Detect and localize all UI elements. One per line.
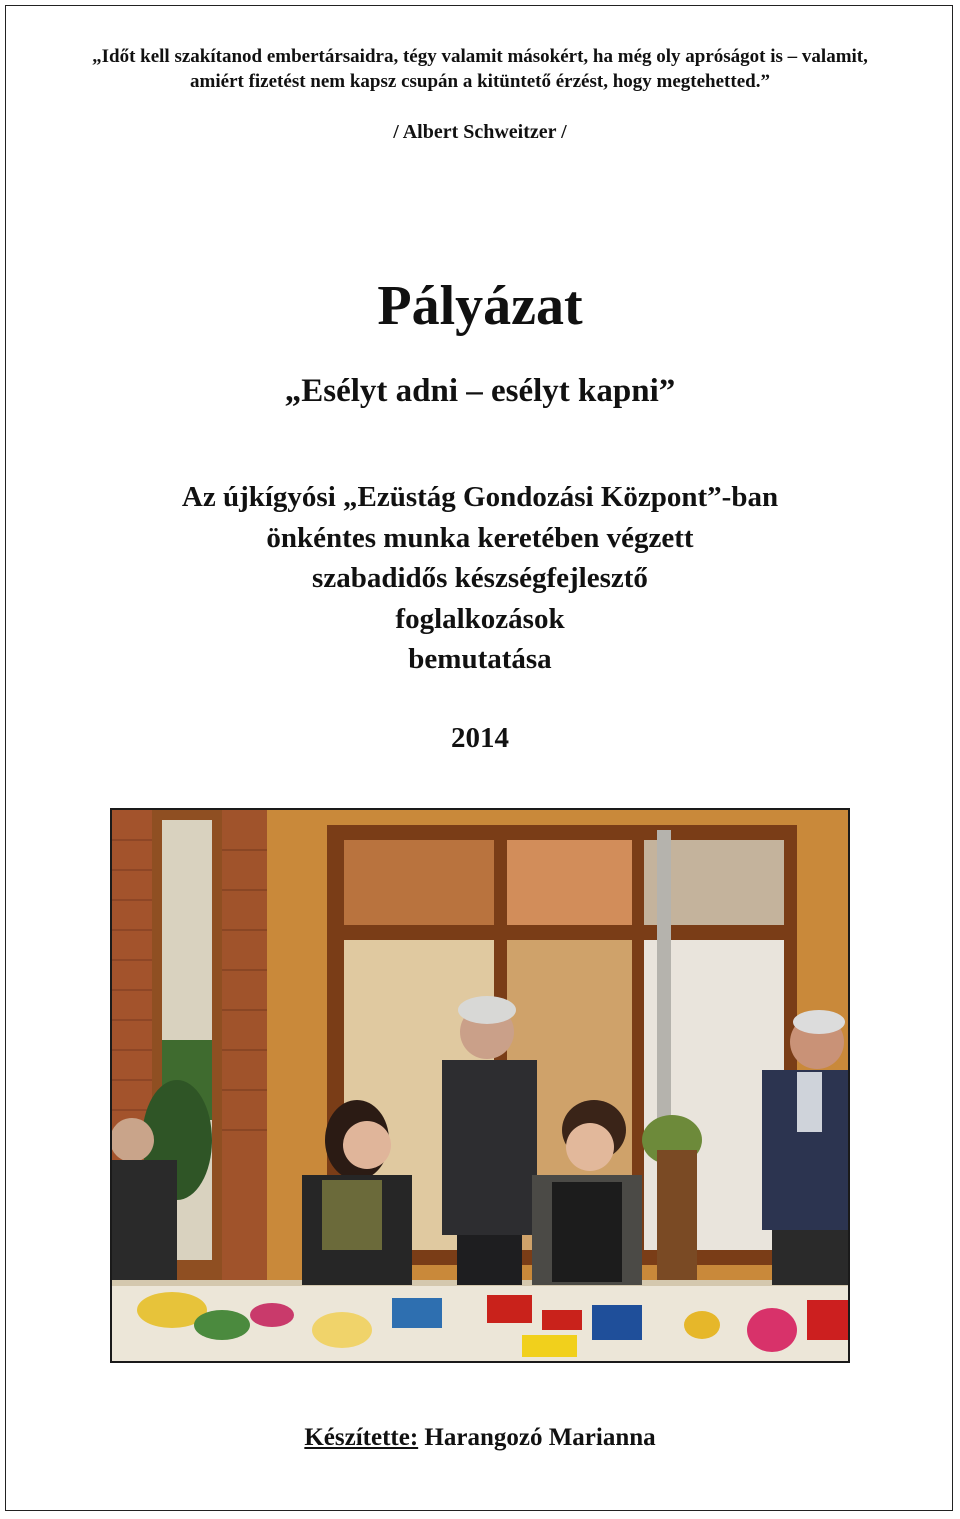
document-subtitle: „Esélyt adni – esélyt kapni” (284, 373, 676, 409)
description-line-2: önkéntes munka keretében végzett (266, 521, 694, 554)
document-title: Pályázat (377, 275, 583, 337)
group-photo-illustration (112, 810, 848, 1361)
quote-author: / Albert Schweitzer / (393, 121, 567, 143)
author-line (0, 1424, 960, 1452)
description-line-5: bemutatása (408, 643, 552, 675)
quote-line-2: amiért fizetést nem kapsz csupán a kitüntető érzést, hogy megtehetted.” (190, 71, 770, 92)
quote (24, 44, 936, 94)
description-line-4: foglalkozások (395, 602, 565, 635)
group-photo (110, 808, 850, 1363)
quote-line-1: „Időt kell szakítanod embertársaidra, tégy valamit másokért, ha még oly apróságot is – valamit, (92, 46, 868, 67)
description-line-3: szabadidős készségfejlesztő (312, 562, 648, 594)
project-description (0, 477, 960, 680)
author-label: Készítette: (304, 1424, 419, 1451)
description-line-1: Az újkígyósi „Ezüstág Gondozási Központ”-ban (181, 481, 779, 513)
year: 2014 (451, 722, 509, 754)
author-name: Harangozó Marianna (424, 1424, 656, 1451)
